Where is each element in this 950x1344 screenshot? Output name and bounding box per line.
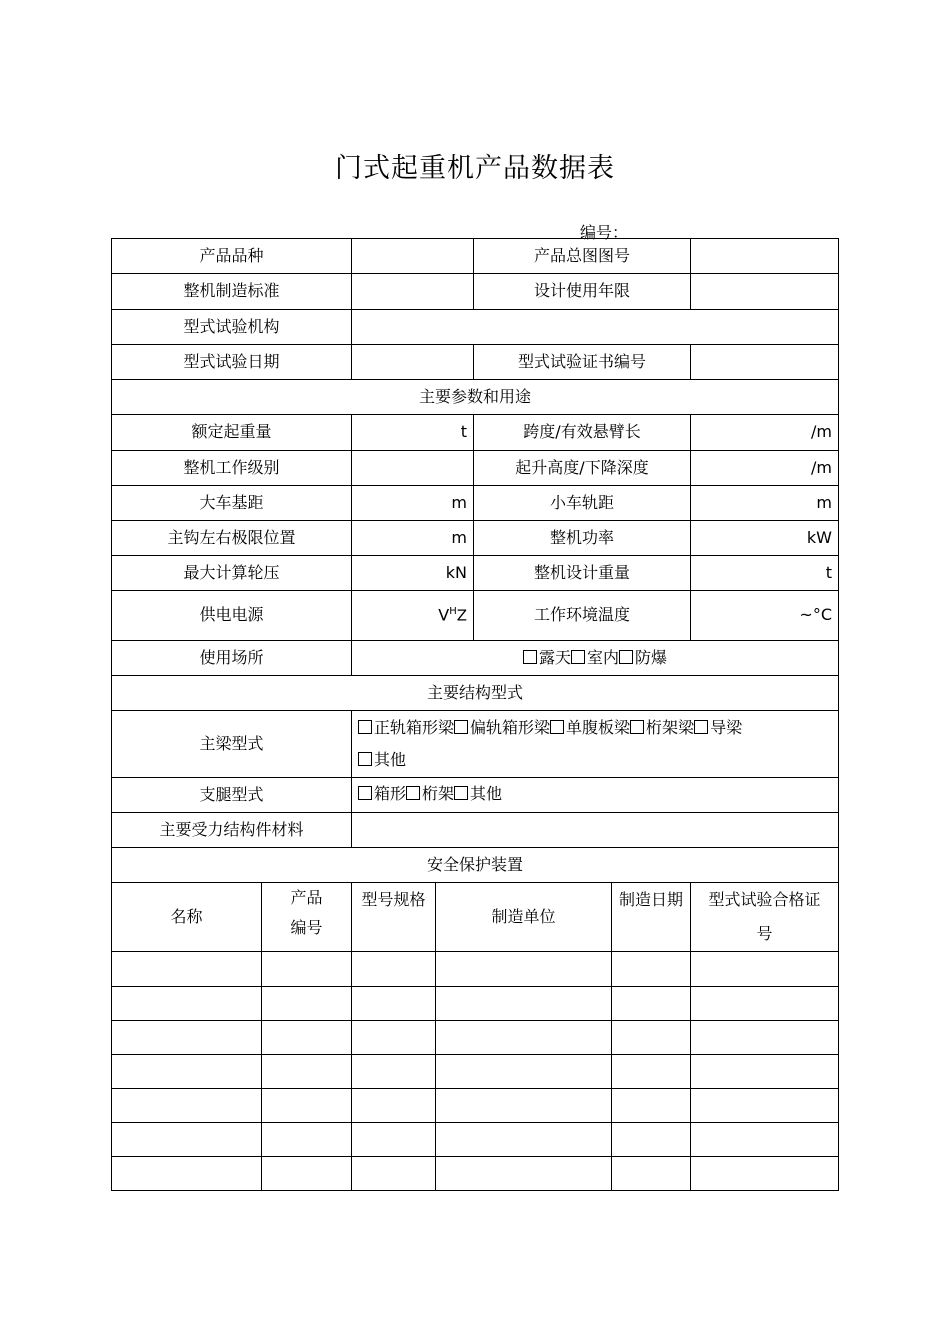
table-cell[interactable] [112, 1123, 262, 1157]
option-guide-girder: 导梁 [710, 718, 743, 737]
checkbox-normal-box-girder[interactable] [358, 720, 372, 734]
table-cell[interactable] [612, 1055, 691, 1089]
girder-type-label: 主梁型式 [112, 711, 352, 778]
power-unit[interactable]: kW [691, 521, 839, 556]
wheel-load-label: 最大计算轮压 [112, 556, 352, 591]
girder-options-line-1 [358, 712, 838, 744]
table-cell[interactable] [352, 1021, 436, 1055]
product-number-line-1: 产品 [290, 888, 323, 907]
hook-limit-label: 主钩左右极限位置 [112, 521, 352, 556]
table-row [112, 1123, 839, 1157]
service-life-label: 设计使用年限 [474, 274, 691, 310]
wheelbase-unit[interactable]: m [352, 486, 474, 521]
col-header-date: 制造日期 [612, 883, 691, 952]
table-cell[interactable] [262, 1123, 352, 1157]
col-header-name: 名称 [112, 883, 262, 952]
table-cell[interactable] [612, 952, 691, 987]
table-cell[interactable] [612, 1123, 691, 1157]
wheelbase-label: 大车基距 [112, 486, 352, 521]
girder-options-line-2 [358, 744, 838, 776]
material-label: 主要受力结构件材料 [112, 813, 352, 848]
table-cell[interactable] [436, 987, 612, 1021]
wheel-load-unit[interactable]: kN [352, 556, 474, 591]
span-label: 跨度/有效悬臂长 [474, 415, 691, 451]
table-cell[interactable] [262, 987, 352, 1021]
params-section-title: 主要参数和用途 [112, 380, 839, 415]
service-life-value[interactable] [691, 274, 839, 310]
table-row [112, 952, 839, 987]
temperature-label: 工作环境温度 [474, 591, 691, 641]
lift-height-label: 起升高度/下降深度 [474, 451, 691, 486]
option-normal-box-girder: 正轨箱形梁 [374, 718, 455, 737]
table-cell[interactable] [112, 1089, 262, 1123]
span-unit[interactable]: /m [691, 415, 839, 451]
safety-section-title: 安全保护装置 [112, 848, 839, 883]
table-cell[interactable] [436, 1021, 612, 1055]
table-cell[interactable] [691, 1157, 839, 1191]
product-number-line-2: 编号 [290, 918, 323, 937]
col-header-product-number [262, 883, 352, 952]
checkbox-indoor[interactable] [571, 650, 585, 664]
table-cell[interactable] [691, 952, 839, 987]
col-header-model: 型号规格 [352, 883, 436, 952]
table-row [112, 1055, 839, 1089]
page-title: 门式起重机产品数据表 [335, 153, 615, 184]
checkbox-offset-box-girder[interactable] [454, 720, 468, 734]
table-cell[interactable] [436, 1089, 612, 1123]
test-organization-label: 型式试验机构 [112, 310, 352, 345]
rated-load-label: 额定起重量 [112, 415, 352, 451]
table-cell[interactable] [352, 1123, 436, 1157]
option-box-leg: 箱形 [374, 784, 407, 803]
temperature-unit[interactable]: ~°C [691, 591, 839, 641]
option-outdoor: 露天 [538, 648, 571, 667]
table-cell[interactable] [262, 1089, 352, 1123]
checkbox-box-leg[interactable] [358, 786, 372, 800]
table-cell[interactable] [352, 952, 436, 987]
weight-label: 整机设计重量 [474, 556, 691, 591]
work-class-label: 整机工作级别 [112, 451, 352, 486]
power-supply-label: 供电电源 [112, 591, 352, 641]
option-truss-girder: 桁架梁 [646, 718, 695, 737]
leg-type-label: 支腿型式 [112, 778, 352, 813]
checkbox-girder-other[interactable] [358, 752, 372, 766]
supply-unit-z: Z [456, 606, 467, 625]
material-value[interactable] [352, 813, 839, 848]
power-supply-unit[interactable] [352, 591, 474, 641]
checkbox-truss-girder[interactable] [630, 720, 644, 734]
rated-load-unit[interactable]: t [352, 415, 474, 451]
table-cell[interactable] [691, 987, 839, 1021]
checkbox-outdoor[interactable] [523, 650, 537, 664]
checkbox-guide-girder[interactable] [694, 720, 708, 734]
table-cell[interactable] [352, 1055, 436, 1089]
location-label: 使用场所 [112, 641, 352, 676]
table-cell[interactable] [112, 1021, 262, 1055]
drawing-number-value[interactable] [691, 239, 839, 274]
table-cell[interactable] [436, 952, 612, 987]
table-cell[interactable] [112, 987, 262, 1021]
table-cell[interactable] [691, 1123, 839, 1157]
option-single-web-girder: 单腹板梁 [566, 718, 631, 737]
table-cell[interactable] [436, 1123, 612, 1157]
structure-section-title: 主要结构型式 [112, 676, 839, 711]
table-cell[interactable] [436, 1055, 612, 1089]
serial-number-label: 编号： [580, 223, 629, 242]
product-data-table [111, 238, 839, 1191]
table-cell[interactable] [262, 952, 352, 987]
table-cell[interactable] [612, 1021, 691, 1055]
table-cell[interactable] [112, 1055, 262, 1089]
table-cell[interactable] [112, 1157, 262, 1191]
option-truss-leg: 桁架 [422, 784, 455, 803]
checkbox-leg-other[interactable] [454, 786, 468, 800]
checkbox-explosion-proof[interactable] [619, 650, 633, 664]
test-date-label: 型式试验日期 [112, 345, 352, 380]
table-cell[interactable] [262, 1055, 352, 1089]
table-cell[interactable] [352, 1089, 436, 1123]
supply-unit-v: V [438, 605, 450, 625]
table-row [112, 1089, 839, 1123]
work-class-value[interactable] [352, 451, 474, 486]
table-cell[interactable] [436, 1157, 612, 1191]
product-type-label: 产品品种 [112, 239, 352, 274]
trolley-gauge-unit[interactable]: m [691, 486, 839, 521]
option-girder-other: 其他 [374, 750, 407, 769]
table-cell[interactable] [352, 1157, 436, 1191]
table-cell[interactable] [262, 1021, 352, 1055]
table-row [112, 987, 839, 1021]
cert-line-1: 型式试验合格证 [708, 890, 821, 909]
checkbox-single-web-girder[interactable] [550, 720, 564, 734]
product-type-value[interactable] [352, 239, 474, 274]
checkbox-truss-leg[interactable] [406, 786, 420, 800]
test-organization-value[interactable] [352, 310, 839, 345]
leg-type-options [352, 778, 839, 813]
table-cell[interactable] [352, 987, 436, 1021]
drawing-number-label: 产品总图图号 [474, 239, 691, 274]
location-options [352, 641, 839, 676]
table-row [112, 1157, 839, 1191]
table-cell[interactable] [612, 987, 691, 1021]
manufacturing-standard-label: 整机制造标准 [112, 274, 352, 310]
certificate-number-value[interactable] [691, 345, 839, 380]
trolley-gauge-label: 小车轨距 [474, 486, 691, 521]
manufacturing-standard-value[interactable] [352, 274, 474, 310]
col-header-cert [691, 883, 839, 952]
lift-height-unit[interactable]: /m [691, 451, 839, 486]
weight-unit[interactable]: t [691, 556, 839, 591]
power-label: 整机功率 [474, 521, 691, 556]
option-explosion-proof: 防爆 [635, 648, 668, 667]
table-cell[interactable] [612, 1089, 691, 1123]
test-date-value[interactable] [352, 345, 474, 380]
col-header-maker: 制造单位 [436, 883, 612, 952]
table-cell[interactable] [691, 1089, 839, 1123]
table-row [112, 1021, 839, 1055]
option-indoor: 室内 [586, 648, 619, 667]
table-cell[interactable] [262, 1157, 352, 1191]
table-cell[interactable] [612, 1157, 691, 1191]
cert-line-2: 号 [756, 924, 773, 943]
supply-unit-h: H [449, 605, 457, 617]
table-cell[interactable] [691, 1021, 839, 1055]
certificate-number-label: 型式试验证书编号 [474, 345, 691, 380]
table-cell[interactable] [112, 952, 262, 987]
hook-limit-unit[interactable]: m [352, 521, 474, 556]
option-offset-box-girder: 偏轨箱形梁 [470, 718, 551, 737]
girder-type-options [352, 711, 839, 778]
option-leg-other: 其他 [470, 784, 503, 803]
table-cell[interactable] [691, 1055, 839, 1089]
